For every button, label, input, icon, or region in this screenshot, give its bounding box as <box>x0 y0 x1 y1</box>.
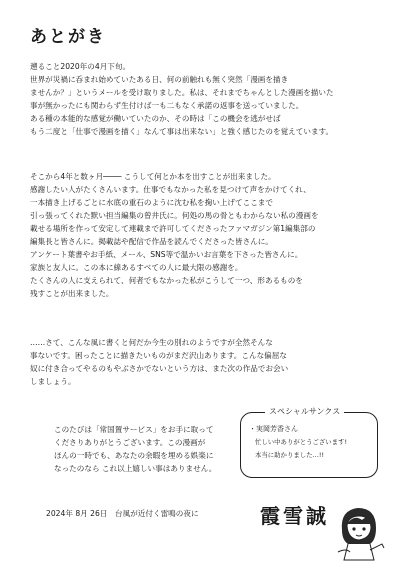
text-line: 引っ張ってくれた默い担当編集の曾井氏に。何処の馬の骨ともわからない私の漫画を <box>30 211 319 220</box>
text-line: たくさんの人に支えられて、何者でもなかった私がこうして一つ、形あるものを <box>30 276 303 285</box>
paragraph-closing <box>30 336 375 388</box>
text-line: もう二度と「仕事で漫画を描く」なんて事は出来ない」と強く感じたのを覚えています。 <box>30 127 334 136</box>
text-line: 載せる場所を作って安定して連載まで許可してくださったファマガジン第1編集部の <box>30 224 316 233</box>
text-line: そこから4年と数ヶ月──── こうして何とか本を出すことが出来ました。 <box>30 172 276 181</box>
text-line: なったのなら これ以上嬉しい事はありません。 <box>54 464 217 473</box>
text-line: 家族と友人に。この本に線あるすべての人に最大限の感謝を。 <box>30 263 243 272</box>
text-line: このたびは「常国置サービス」をお手に取って <box>54 425 214 434</box>
author-doodle-illustration <box>328 500 390 562</box>
text-line: 事が無かったにも関わらず生付けば一も二もなく承諾の返事を送っていました。 <box>30 101 304 110</box>
page-title: あとがき <box>30 27 106 47</box>
text-line: 感謝したい人がたくさんいます。仕事でもなかった私を見つけて声をかけてくれ、 <box>30 185 311 194</box>
text-line: くださりありがとうございます。この漫画が <box>54 438 206 447</box>
text-line: ほんの一時でも、あなたの余暇を埋める娯楽に <box>54 451 214 460</box>
text-line: ませんか？」というメールを受け取りました。私は、それまでちゃんとした漫画を描いた <box>30 88 334 97</box>
text-line: 一本描き上げるごとに水底の重石のように沈む私を掬い上げてここまで <box>30 198 273 207</box>
special-thanks-message: 本当に助かりました…!! <box>255 451 325 459</box>
author-signature: 霞雪誠 <box>260 504 329 528</box>
special-thanks-title: スペシャルサンクス <box>265 406 344 417</box>
text-line: 奴に付き合ってやるのもやぶさかでないという方は、また次の作品でお会い <box>30 364 289 373</box>
text-line: アンケート葉書やお手紙、メール、SNS等で温かいお言葉を下さった皆さんに。 <box>30 250 303 259</box>
special-thanks-message: 忙しい中ありがとうございます! <box>255 438 348 446</box>
thanks-message <box>54 423 239 475</box>
text-line: ある種の本能的な感覚が働いていたのか、その時は「この機会を逃がせば <box>30 114 281 123</box>
special-thanks-box <box>240 407 378 478</box>
text-line: しましょう。 <box>30 377 76 386</box>
text-line: ……さて、こんな風に書くと何だか今生の別れのようですが全然そんな <box>30 338 273 347</box>
paragraph-gratitude <box>30 170 375 300</box>
special-thanks-name: ・実岡芳香さん <box>249 425 298 433</box>
text-line: 事ないです。困ったことに描きたいものがまだ沢山あります。こんな偏屈な <box>30 351 287 360</box>
text-line: 世界が災禍に呑まれ始めていたある日、何の前触れも無く突然「漫画を描き <box>30 75 289 84</box>
text-line: 残すことが出来ました。 <box>30 289 114 298</box>
text-line: 編集長と皆さんに。掲載誌や配信で作品を読んでくださった皆さんに。 <box>30 237 273 246</box>
date-line: 2024年 8月 26日 台風が近付く雷鳴の夜に <box>46 509 199 518</box>
text-line: 遡ること2020年の4月下旬。 <box>30 62 131 71</box>
paragraph-opening <box>30 60 375 138</box>
